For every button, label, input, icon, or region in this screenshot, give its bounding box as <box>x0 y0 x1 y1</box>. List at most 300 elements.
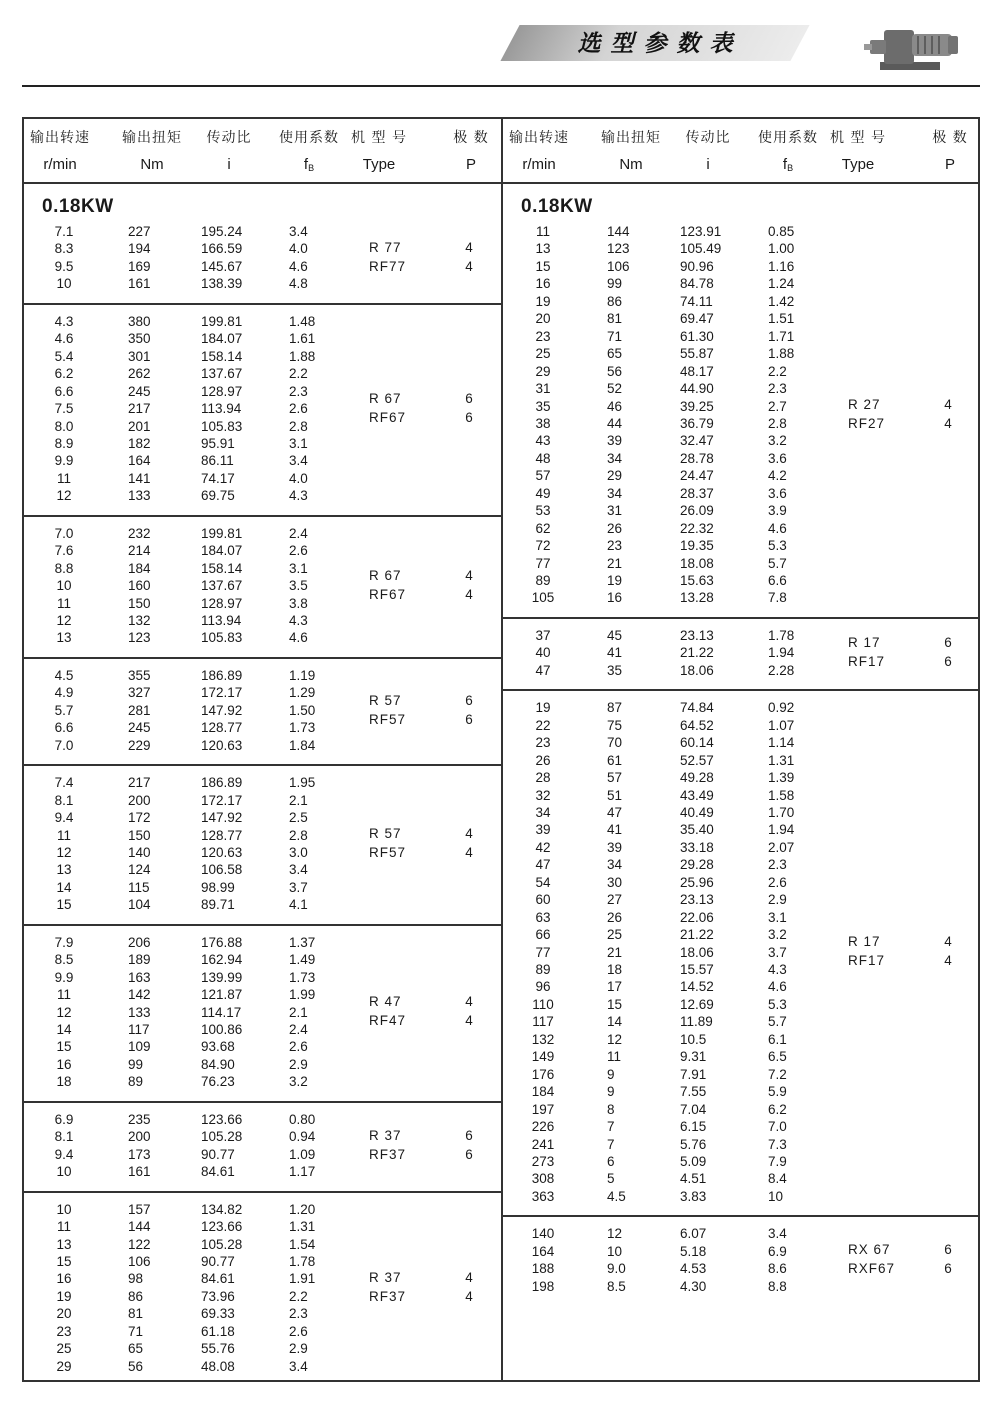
table-row <box>503 1013 978 1031</box>
service-factor-cell: 7.2 <box>768 1066 787 1082</box>
model-type <box>369 1269 406 1306</box>
output-speed-cell: 53 <box>535 503 551 519</box>
ratio-cell: 195.24 <box>201 224 243 239</box>
service-factor-cell: 8.4 <box>768 1171 787 1187</box>
ratio-cell: 98.99 <box>201 879 235 895</box>
output-speed-cell: 54 <box>535 874 551 890</box>
service-factor-cell: 2.2 <box>289 366 308 382</box>
service-factor-cell: 5.7 <box>768 1014 787 1030</box>
output-torque-cell: 214 <box>128 543 151 559</box>
table-row <box>503 1153 978 1171</box>
ratio-cell: 105.28 <box>201 1129 243 1145</box>
output-torque-cell: 86 <box>128 1288 144 1304</box>
ratio-cell: 137.67 <box>201 578 243 594</box>
model-name: R 47 <box>369 994 402 1010</box>
service-factor-cell: 1.95 <box>289 775 316 791</box>
output-speed-cell: 25 <box>535 346 551 362</box>
ratio-cell: 48.17 <box>680 363 714 379</box>
service-factor-cell: 2.3 <box>289 1306 308 1322</box>
service-factor-cell: 5.9 <box>768 1084 787 1100</box>
ratio-cell: 21.22 <box>680 645 714 661</box>
table-row <box>503 1278 978 1296</box>
service-factor-cell: 1.14 <box>768 735 795 751</box>
output-speed-cell: 9.4 <box>54 1146 74 1162</box>
output-speed-cell: 308 <box>531 1171 555 1187</box>
table-row <box>503 1170 978 1188</box>
pole-value: 6 <box>465 1127 473 1143</box>
table-row <box>24 969 501 987</box>
ratio-cell: 36.79 <box>680 415 714 431</box>
service-factor-cell: 5.3 <box>768 996 787 1012</box>
output-torque-cell: 133 <box>128 1004 151 1020</box>
output-speed-cell: 25 <box>56 1341 72 1357</box>
table-row <box>503 1101 978 1119</box>
ratio-cell: 89.71 <box>201 897 235 913</box>
output-speed-cell: 188 <box>531 1261 555 1277</box>
service-factor-cell: 6.2 <box>768 1101 787 1117</box>
output-torque-cell: 150 <box>128 827 151 843</box>
model-type <box>369 993 406 1030</box>
ratio-cell: 120.63 <box>201 844 243 860</box>
service-factor-cell: 4.2 <box>768 468 787 484</box>
output-speed-cell: 32 <box>535 787 551 803</box>
pole-value: 4 <box>465 239 473 255</box>
model-name: R 67 <box>369 390 402 406</box>
model-name: RX 67 <box>848 1242 891 1258</box>
model-type <box>369 390 406 427</box>
output-speed-cell: 184 <box>531 1084 555 1100</box>
table-header <box>503 119 978 184</box>
output-speed-cell: 20 <box>535 311 551 327</box>
ratio-cell: 128.77 <box>201 827 243 843</box>
power-rating: 0.18KW <box>521 196 593 217</box>
output-speed-cell: 117 <box>532 1014 554 1030</box>
output-torque-cell: 57 <box>607 770 623 786</box>
table-row <box>24 684 501 702</box>
service-factor-cell: 1.58 <box>768 787 795 803</box>
table-row <box>503 1188 978 1206</box>
pole-value: 6 <box>944 635 952 651</box>
output-speed-cell: 11 <box>56 1219 71 1235</box>
table-row <box>503 1136 978 1154</box>
table-row <box>503 644 978 662</box>
output-speed-cell: 110 <box>532 996 554 1012</box>
output-torque-cell: 232 <box>128 525 151 541</box>
output-torque-cell: 281 <box>128 702 151 718</box>
group-separator <box>24 303 501 305</box>
output-torque-cell: 142 <box>128 987 151 1003</box>
model-type <box>369 239 406 276</box>
service-factor-cell: 3.1 <box>289 435 308 451</box>
ratio-cell: 105.28 <box>201 1236 243 1252</box>
output-torque-cell: 17 <box>607 979 623 995</box>
output-torque-cell: 182 <box>128 435 151 451</box>
output-speed-cell: 18 <box>56 1074 72 1090</box>
output-torque-cell: 227 <box>128 224 151 239</box>
table-row <box>503 537 978 555</box>
service-factor-cell: 6.1 <box>768 1031 787 1047</box>
ratio-cell: 121.87 <box>201 987 243 1003</box>
table-row <box>503 1031 978 1049</box>
ratio-cell: 69.47 <box>680 311 714 327</box>
table-row <box>24 525 501 543</box>
output-speed-cell: 8.0 <box>54 418 74 434</box>
column-header-cn: 输出转速 <box>30 130 90 146</box>
ratio-cell: 55.87 <box>680 346 714 362</box>
ratio-cell: 158.14 <box>201 348 243 364</box>
ratio-cell: 18.08 <box>680 555 714 571</box>
model-name: RXF67 <box>848 1261 896 1277</box>
output-speed-cell: 9.9 <box>54 453 74 469</box>
output-torque-cell: 8 <box>607 1101 615 1117</box>
output-torque-cell: 140 <box>128 844 151 860</box>
ratio-cell: 5.18 <box>680 1243 707 1259</box>
output-torque-cell: 51 <box>607 787 623 803</box>
output-torque-cell: 172 <box>128 810 151 826</box>
output-torque-cell: 81 <box>128 1306 144 1322</box>
output-speed-cell: 10 <box>56 578 72 594</box>
output-torque-cell: 16 <box>607 590 623 606</box>
ratio-cell: 14.52 <box>680 979 714 995</box>
output-torque-cell: 61 <box>607 752 623 768</box>
output-torque-cell: 169 <box>128 258 151 274</box>
table-row <box>24 719 501 737</box>
output-speed-cell: 23 <box>56 1323 72 1339</box>
ratio-cell: 74.17 <box>201 470 235 486</box>
output-speed-cell: 11 <box>56 595 71 611</box>
output-speed-cell: 149 <box>531 1049 555 1065</box>
column-header-cn: 输出转速 <box>509 130 569 146</box>
table-row <box>24 1288 501 1306</box>
output-speed-cell: 8.8 <box>54 560 74 576</box>
output-torque-cell: 355 <box>128 667 151 683</box>
service-factor-cell: 1.73 <box>289 720 316 736</box>
ratio-cell: 52.57 <box>680 752 714 768</box>
ratio-cell: 113.94 <box>201 401 242 417</box>
model-type <box>369 567 406 604</box>
model-type <box>369 1127 406 1164</box>
ratio-cell: 69.33 <box>201 1306 235 1322</box>
pole-value: 4 <box>944 953 952 969</box>
table-row <box>24 1236 501 1254</box>
group-separator <box>24 924 501 926</box>
service-factor-cell: 2.7 <box>768 398 787 414</box>
service-factor-cell: 2.3 <box>768 857 787 873</box>
service-factor-cell: 1.48 <box>289 313 316 329</box>
output-torque-cell: 150 <box>128 595 151 611</box>
model-name: R 67 <box>369 567 402 583</box>
table-row <box>24 934 501 952</box>
output-speed-cell: 43 <box>535 433 551 449</box>
service-factor-cell: 3.2 <box>768 927 787 943</box>
table-row <box>24 1340 501 1358</box>
output-torque-cell: 194 <box>128 241 151 257</box>
table-row <box>24 1111 501 1129</box>
service-factor-cell: 1.31 <box>289 1219 316 1235</box>
output-speed-cell: 9.9 <box>54 969 74 985</box>
output-torque-cell: 9.0 <box>607 1261 626 1277</box>
column-header-en <box>20 156 100 174</box>
output-speed-cell: 38 <box>535 415 551 431</box>
service-factor-cell: 1.70 <box>768 804 795 820</box>
service-factor-cell: 2.07 <box>768 839 795 855</box>
service-factor-cell: 4.3 <box>768 962 787 977</box>
pole-count <box>938 1241 958 1278</box>
output-speed-cell: 11 <box>56 470 71 486</box>
service-factor-cell: 2.4 <box>289 525 308 541</box>
output-speed-cell: 11 <box>56 827 71 843</box>
table-row <box>503 293 978 311</box>
output-torque-cell: 123 <box>607 241 630 257</box>
table-row <box>503 699 978 717</box>
table-row <box>24 1163 501 1181</box>
output-torque-cell: 184 <box>128 560 151 576</box>
table-row <box>24 223 501 241</box>
output-speed-cell: 197 <box>531 1101 555 1117</box>
output-torque-cell: 235 <box>128 1111 151 1127</box>
table-row <box>24 1270 501 1288</box>
table-row <box>503 874 978 892</box>
ratio-cell: 176.88 <box>201 934 243 950</box>
ratio-cell: 172.17 <box>201 792 243 808</box>
output-speed-cell: 8.1 <box>54 792 74 808</box>
table-row <box>24 861 501 879</box>
output-torque-cell: 21 <box>607 555 623 571</box>
table-row <box>503 572 978 590</box>
ratio-cell: 123.91 <box>680 224 722 239</box>
service-factor-cell: 2.9 <box>289 1056 308 1072</box>
table-row <box>24 258 501 276</box>
output-torque-cell: 117 <box>128 1022 150 1037</box>
output-speed-cell: 16 <box>56 1271 72 1287</box>
ratio-cell: 26.09 <box>680 503 714 519</box>
ratio-cell: 6.07 <box>680 1226 707 1242</box>
ratio-cell: 93.68 <box>201 1039 235 1055</box>
output-torque-cell: 4.5 <box>607 1188 626 1204</box>
table-row <box>503 345 978 363</box>
table-row <box>503 467 978 485</box>
service-factor-cell: 0.92 <box>768 700 795 716</box>
service-factor-cell: 4.0 <box>289 470 308 486</box>
output-torque-cell: 27 <box>607 892 623 908</box>
service-factor-cell: 1.39 <box>768 770 795 786</box>
column-header-cn: 使用系数 <box>279 130 339 146</box>
pole-value: 6 <box>944 1242 952 1258</box>
output-speed-cell: 8.5 <box>54 952 74 968</box>
output-speed-cell: 26 <box>535 752 551 768</box>
output-torque-cell: 104 <box>128 897 151 913</box>
column-header-en <box>818 156 898 174</box>
output-speed-cell: 89 <box>535 573 551 588</box>
table-row <box>503 589 978 607</box>
output-speed-cell: 29 <box>56 1358 72 1374</box>
ratio-cell: 5.09 <box>680 1153 707 1169</box>
output-torque-cell: 65 <box>128 1341 144 1357</box>
model-name: R 17 <box>848 934 881 950</box>
output-speed-cell: 96 <box>535 979 551 995</box>
service-factor-cell: 7.0 <box>768 1119 787 1135</box>
ratio-cell: 137.67 <box>201 366 243 382</box>
pole-value: 4 <box>465 844 473 860</box>
ratio-cell: 69.75 <box>201 488 235 504</box>
output-torque-cell: 6 <box>607 1153 615 1169</box>
table-row <box>24 595 501 613</box>
service-factor-cell: 2.2 <box>289 1288 308 1304</box>
service-factor-cell: 4.6 <box>289 630 308 646</box>
service-factor-cell: 2.2 <box>768 363 787 379</box>
table-row <box>503 240 978 258</box>
service-factor-cell: 4.6 <box>768 520 787 536</box>
pole-value: 4 <box>465 994 473 1010</box>
output-torque-cell: 23 <box>607 538 623 554</box>
output-speed-cell: 9.5 <box>54 258 74 274</box>
ratio-cell: 44.90 <box>680 381 714 397</box>
output-speed-cell: 77 <box>535 944 551 960</box>
table-row <box>24 470 501 488</box>
column-header <box>112 119 192 174</box>
service-factor-cell: 1.99 <box>289 987 316 1003</box>
service-factor-cell: 2.8 <box>289 418 308 434</box>
service-factor-cell: 3.9 <box>768 503 787 519</box>
output-torque-cell: 12 <box>607 1031 623 1047</box>
service-factor-cell: 3.7 <box>289 879 308 895</box>
ratio-cell: 158.14 <box>201 560 243 576</box>
service-factor-cell: 2.8 <box>768 415 787 431</box>
table-row <box>24 629 501 647</box>
left-table <box>22 117 503 1382</box>
output-speed-cell: 14 <box>56 1022 72 1037</box>
service-factor-cell: 1.29 <box>289 685 316 701</box>
service-factor-cell: 2.1 <box>289 1004 308 1020</box>
service-factor-cell: 7.9 <box>768 1153 787 1169</box>
output-torque-cell: 200 <box>128 792 151 808</box>
output-torque-cell: 262 <box>128 366 151 382</box>
output-speed-cell: 6.6 <box>54 720 74 736</box>
model-name: R 37 <box>369 1269 402 1285</box>
model-name: R 57 <box>369 825 402 841</box>
output-torque-cell: 106 <box>128 1253 151 1269</box>
output-torque-cell: 25 <box>607 927 623 943</box>
output-speed-cell: 132 <box>531 1031 555 1047</box>
service-factor-cell: 2.6 <box>768 874 787 890</box>
output-speed-cell: 60 <box>535 892 551 908</box>
column-unit: i <box>706 156 710 173</box>
service-factor-cell: 3.2 <box>289 1074 308 1090</box>
table-row <box>503 787 978 805</box>
output-torque-cell: 144 <box>128 1219 151 1235</box>
output-speed-cell: 22 <box>535 717 551 733</box>
ratio-cell: 4.30 <box>680 1278 707 1294</box>
pole-value: 4 <box>465 258 473 274</box>
service-factor-cell: 3.6 <box>768 450 787 466</box>
output-torque-cell: 89 <box>128 1074 144 1090</box>
column-header-en <box>673 156 743 174</box>
output-speed-cell: 13 <box>56 862 72 878</box>
output-speed-cell: 363 <box>531 1188 555 1204</box>
pole-value: 4 <box>944 396 952 412</box>
ratio-cell: 24.47 <box>680 468 714 484</box>
output-torque-cell: 161 <box>128 276 151 292</box>
service-factor-cell: 0.85 <box>768 224 795 239</box>
ratio-cell: 184.07 <box>201 543 243 559</box>
table-row <box>24 737 501 755</box>
output-torque-cell: 45 <box>607 627 623 643</box>
pole-value: 4 <box>465 586 473 602</box>
output-speed-cell: 31 <box>535 381 551 397</box>
power-rating: 0.18KW <box>42 196 114 217</box>
output-speed-cell: 15 <box>56 897 72 913</box>
output-speed-cell: 226 <box>531 1119 555 1135</box>
output-speed-cell: 48 <box>535 450 551 466</box>
output-torque-cell: 380 <box>128 313 151 329</box>
ratio-cell: 19.35 <box>680 538 714 554</box>
ratio-cell: 18.06 <box>680 662 714 678</box>
pole-count <box>459 993 479 1030</box>
ratio-cell: 84.61 <box>201 1271 235 1287</box>
service-factor-cell: 4.6 <box>289 258 308 274</box>
pole-value: 6 <box>465 1146 473 1162</box>
service-factor-cell: 1.49 <box>289 952 316 968</box>
service-factor-cell: 1.88 <box>768 346 795 362</box>
column-header-cn: 输出扭矩 <box>601 130 661 146</box>
table-row <box>503 839 978 857</box>
service-factor-cell: 2.6 <box>289 1039 308 1055</box>
service-factor-cell: 1.07 <box>768 717 795 733</box>
ratio-cell: 145.67 <box>201 258 243 274</box>
output-torque-cell: 5 <box>607 1171 615 1187</box>
model-name: R 17 <box>848 635 881 651</box>
output-speed-cell: 29 <box>535 363 551 379</box>
output-torque-cell: 14 <box>607 1014 623 1030</box>
table-row <box>24 844 501 862</box>
column-header-en <box>269 156 349 177</box>
output-speed-cell: 72 <box>535 538 551 554</box>
column-header-en <box>930 156 970 174</box>
column-unit: Type <box>362 156 396 173</box>
output-speed-cell: 20 <box>56 1306 72 1322</box>
group-separator <box>24 764 501 766</box>
output-speed-cell: 4.9 <box>54 685 74 701</box>
output-speed-cell: 198 <box>531 1278 555 1294</box>
output-speed-cell: 15 <box>535 258 551 274</box>
column-header-en <box>194 156 264 174</box>
output-speed-cell: 49 <box>535 485 551 501</box>
page-title: 选型参数表 <box>577 31 743 57</box>
output-torque-cell: 160 <box>128 578 151 594</box>
output-speed-cell: 23 <box>535 735 551 751</box>
output-speed-cell: 241 <box>531 1136 555 1152</box>
ratio-cell: 3.83 <box>680 1188 707 1204</box>
output-speed-cell: 8.1 <box>54 1129 74 1145</box>
table-row <box>503 717 978 735</box>
output-torque-cell: 217 <box>128 775 151 791</box>
output-speed-cell: 7.0 <box>54 525 74 541</box>
table-row <box>24 1358 501 1376</box>
column-header-en <box>112 156 192 174</box>
output-torque-cell: 201 <box>128 418 151 434</box>
table-row <box>503 1048 978 1066</box>
service-factor-cell: 7.8 <box>768 590 787 606</box>
output-speed-cell: 89 <box>535 962 551 977</box>
output-torque-cell: 19 <box>607 573 623 588</box>
output-speed-cell: 15 <box>56 1253 72 1269</box>
output-torque-cell: 124 <box>128 862 151 878</box>
pole-count <box>459 825 479 862</box>
output-torque-cell: 122 <box>128 1236 151 1252</box>
ratio-cell: 84.78 <box>680 276 714 292</box>
ratio-cell: 147.92 <box>201 702 243 718</box>
output-torque-cell: 245 <box>128 720 151 736</box>
